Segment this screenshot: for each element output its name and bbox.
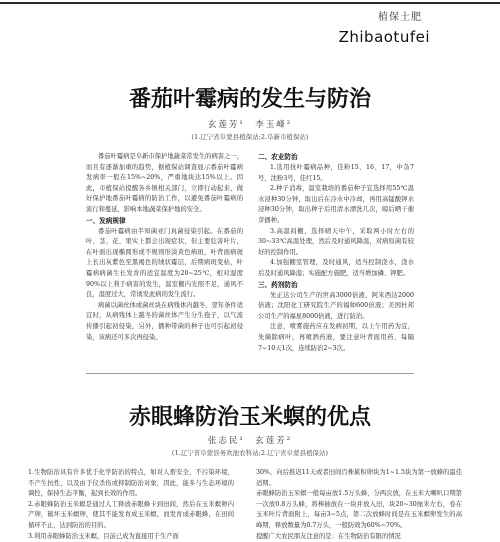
article2-right-column [256, 468, 462, 540]
header-rule [0, 2, 500, 4]
article2-paragraph: 赤眼蜂防治玉米螟一般每亩放1.5万头蜂，分两次放，在玉米大喇叭口期第一次放0.8万头蜂，将棒插放在一块并放入田，块20~30厘米左右，卷在玉米叶片背面附上，每亩3~5点，第二次放蜂时间是在玉米螟卵发生的高峰期，释放数量为0.7万头，一般防效为60%~70%。 [256, 490, 462, 529]
article2-paragraph: 1.生物防治具有许多优于化学防治的特点，如对人畜安全，不污染环境，不产生抗性，以及由于仪杀伤或抑制防治对象，因此，能多与生态环境的调控，保持生态平衡，起到长效的作用。 [28, 469, 234, 498]
article2-paragraph: 提醒广大农民朋友注意的是：在生物防治有限的情况 [256, 532, 401, 540]
article2-affiliation: (1.辽宁省阜蒙县务欢池农科站;2.辽宁省阜蒙县植保站) [171, 449, 329, 457]
article1-affiliation: (1.辽宁省阜蒙县植保站;2.阜新市植保站) [191, 133, 309, 141]
article1-paragraph: 番茄叶霉病由半知菌亚门真菌侵染引起。在番茄的叶、茎、花、果实上都会出现症状，但主要危害叶片，在叶面出现椭圆形或不规则形淡黄色病斑，叶背面病斑上长出灰紫色至黑褐色的绒状霉层，后期病斑变枯，叶霉病病菌生长发育的适宜温度为20~25℃，相对湿度90%以上利于病害的发生，温室棚内光照不足，通风不良，湿度过大，常诱发此病的发生流行。 [86, 227, 243, 299]
article1-paragraph: 4.加强棚室管理，及时通风，适当控制浇水，浇水后及时通风降湿；实施配方施肥，适当增加磷、钾肥。 [258, 259, 414, 277]
article2-title: 赤眼蜂防治玉米螟的优点 [128, 404, 371, 430]
article1-paragraph: 1.选用抗叶霉病品种，佳粉15、16、17，中杂7号，沈粉3号，佳红15。 [258, 164, 414, 182]
section-tag: 植保土肥 [378, 12, 422, 23]
article2-paragraph: 30%，向后推迟11天或者田间百株累积卵块为1~1.5块为第一放蜂的最佳适期。 [256, 469, 462, 487]
article-divider [86, 373, 414, 374]
article2-left-column [28, 468, 234, 540]
article1-authors: 玄莲芳¹ 李玉峰² [207, 120, 293, 130]
article2-paragraph: 3.利用赤眼蜂防治玉米螟，目前已成为直接用于生产面 [28, 532, 179, 540]
article1-paragraph: 3.高温闷棚，选择晴天中午，采取两小时左右的30~33℃高温处理，然后及时通风降温，对病原菌有较好的控制作用。 [258, 227, 414, 256]
article1-paragraph: 2.种子消毒，温室栽培的番茄种子宜选择用55℃温水浸种30分钟，取出后在冷水中冷却，再用高锰酸钾水浸种30分钟，取出种子后用清水漂洗几次，晾后晒干催芽播种。 [258, 185, 414, 224]
article1-right-column [258, 152, 414, 362]
article1-heading-2: 二、农业防治 [258, 153, 298, 161]
article1-heading-3: 三、药剂防治 [258, 280, 298, 289]
article1-heading-1: 一、发病规律 [86, 216, 126, 225]
article1-paragraph: 注意，喷雾施药应在发病初期，以上午用药为宜，先摘除病叶，再喷洒药液，要注意叶背面用药，每隔7~10天1次，连续防治2~3次。 [258, 323, 414, 352]
article1-left-column [86, 152, 243, 362]
section-pinyin: Zhibaotufei [338, 28, 430, 46]
article1-paragraph: 病菌以菌丝体或菌丝块在病残体内越冬，翌年条件适宜时，从病残体上越冬的菌丝体产生分生孢子，以气流传播引起初侵染，另外，播种带菌的种子也可引起初侵染，该病还可多次再侵染。 [86, 301, 243, 341]
article2-paragraph: 2.赤眼蜂防治玉米螟是通过人工释放赤眼蜂卡到田间，然后在玉米螟卵内产卵，破坏玉米螟卵，使其不能发育成玉米螟，而发育成赤眼蜂，在田间循环不止，达到防治的目的。 [28, 500, 234, 529]
article1-title: 番茄叶霉病的发生与防治 [128, 86, 371, 112]
article2-authors: 张志民¹ 玄莲芳² [207, 436, 293, 446]
article1-intro: 番茄叶霉病是阜新市保护地蔬菜常发生的病害之一，而且有逐渐加重的趋势，据植保站调查显示番茄叶霉病发病率一般在15%~20%，严重地块达15%以上。因此，市植保站提醒各乡镇相关部门，立即行动起来，做好保护地番茄叶霉病的防治工作，以避免番茄叶霉病的流行和蔓延，影响本地蔬菜保护地的安全。 [86, 153, 243, 213]
article1-paragraph: 先正达公司生产的世高3000倍液、阿米西达2000倍液；沈阳化工研究院生产的福帅600倍液；美国杜邦公司生产的福星8000倍液，进行防治。 [258, 291, 414, 320]
